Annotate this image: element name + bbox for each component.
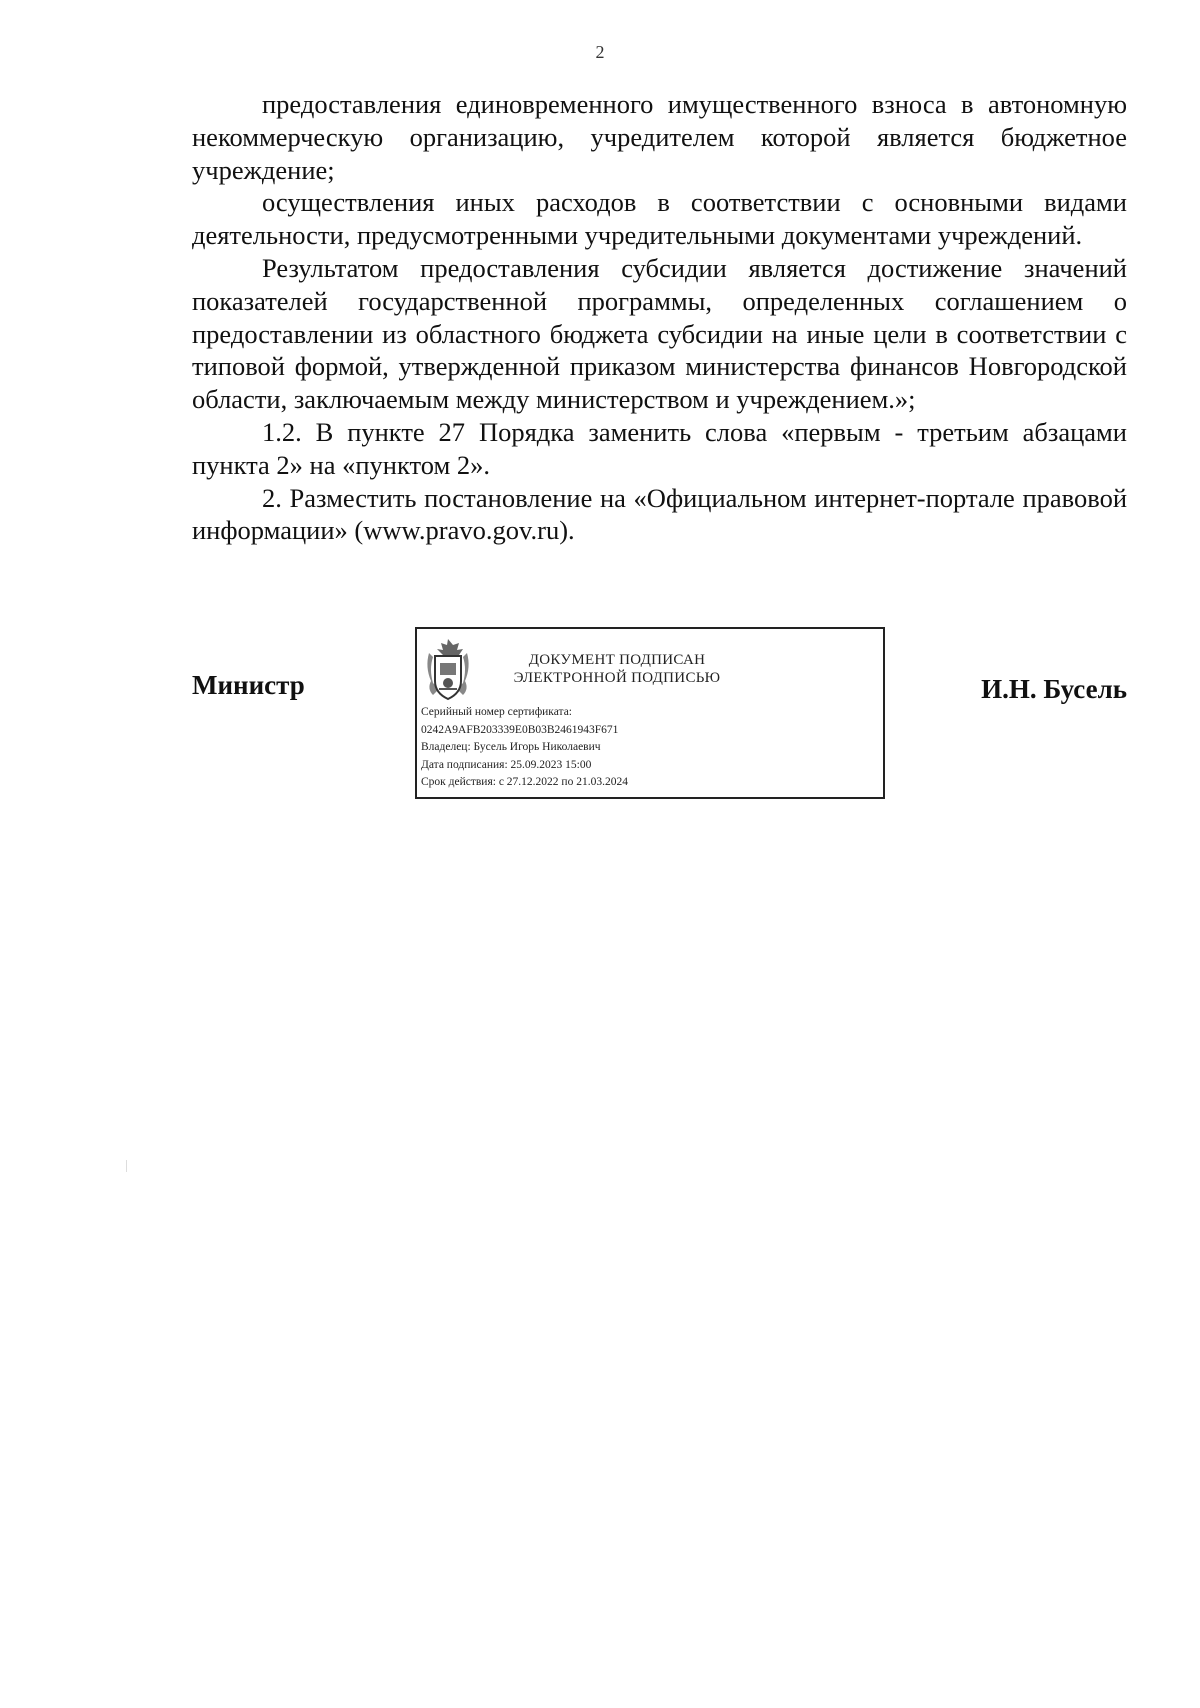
paragraph-item-2: 2. Разместить постановление на «Официальном интернет-портале правовой информации» (www.pravo.gov.ru). bbox=[192, 482, 1127, 546]
paragraph-property-contribution: предоставления единовременного имущественного взноса в автономную некоммерческую организацию, учредителем которой является бюджетное учреждение; bbox=[192, 89, 1127, 185]
paragraph-subsidy-result: Результатом предоставления субсидии является достижение значений показателей государственной программы, определенных соглашением о предоставлении из областного бюджета субсидии на иные цели в соответствии с типовой формой, утвержденной приказом министерства финансов Новгородской области, заключаемым между министерством и учреждением.»; bbox=[192, 252, 1127, 415]
stamp-details bbox=[421, 704, 628, 792]
stamp-owner: Владелец: Бусель Игорь Николаевич bbox=[421, 741, 601, 753]
paragraph-other-expenses: осуществления иных расходов в соответствии с основными видами деятельности, предусмотренными учредительными документами учреждений. bbox=[192, 187, 1127, 251]
coat-of-arms-icon bbox=[423, 637, 473, 701]
document-body bbox=[192, 88, 1127, 547]
stamp-heading bbox=[487, 651, 747, 687]
electronic-signature-stamp bbox=[415, 627, 885, 799]
stamp-validity: Срок действия: с 27.12.2022 по 21.03.2024 bbox=[421, 776, 628, 788]
signature-block bbox=[0, 624, 1200, 804]
stamp-heading-line1: ДОКУМЕНТ ПОДПИСАН bbox=[528, 652, 706, 668]
signer-title: Министр bbox=[192, 670, 305, 700]
stamp-signed-date: Дата подписания: 25.09.2023 15:00 bbox=[421, 758, 592, 771]
stamp-cert-label: Серийный номер сертификата: bbox=[421, 706, 572, 718]
page-number: 2 bbox=[595, 42, 605, 62]
stamp-cert-number: 0242A9AFB203339E0B03B2461943F671 bbox=[421, 723, 619, 736]
scan-margin-mark bbox=[126, 1160, 127, 1172]
paragraph-item-1-2: 1.2. В пункте 27 Порядка заменить слова «первым - третьим абзацами пункта 2» на «пунктом 2». bbox=[192, 416, 1127, 480]
stamp-heading-line2: ЭЛЕКТРОННОЙ ПОДПИСЬЮ bbox=[513, 670, 721, 686]
signer-name: И.Н. Бусель bbox=[981, 674, 1127, 704]
